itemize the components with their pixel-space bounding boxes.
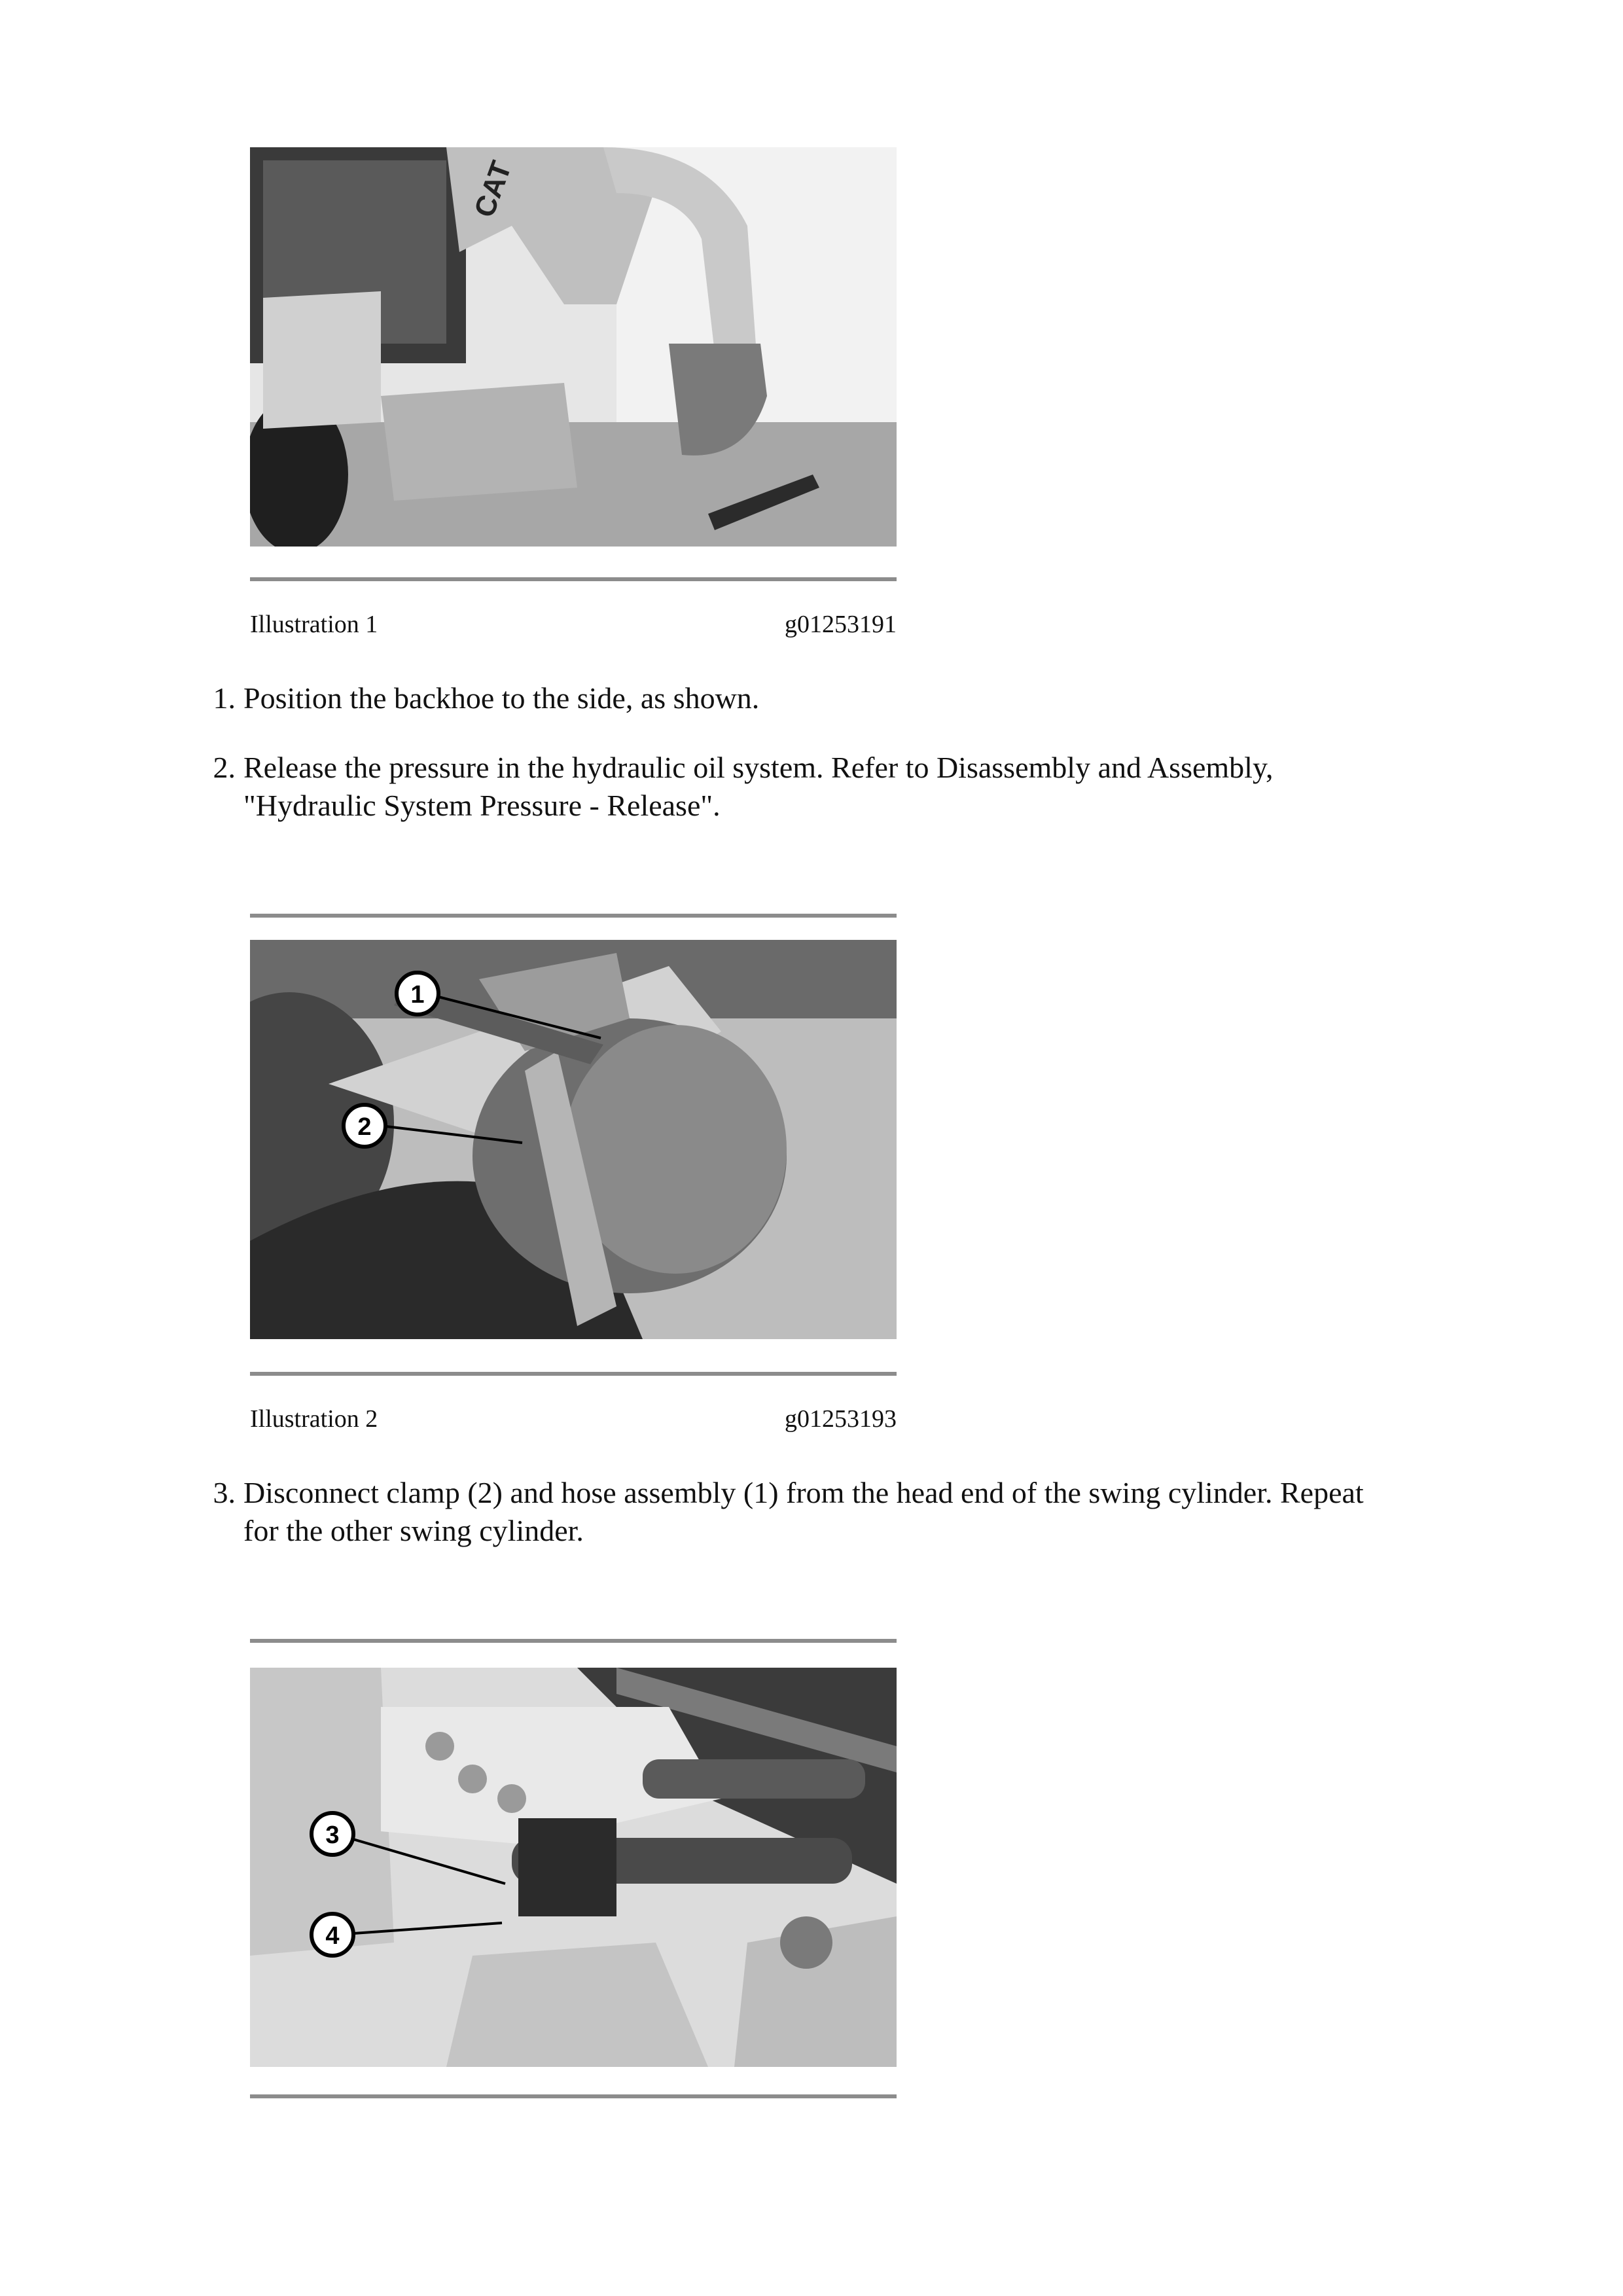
step-1 xyxy=(196,679,1479,719)
step-text: Position the backhoe to the side, as shown. xyxy=(243,681,760,715)
step-number: 3. xyxy=(213,1476,236,1509)
illustration-label: Illustration 1 xyxy=(250,611,378,638)
step-2 xyxy=(196,749,1479,827)
step-number: 2. xyxy=(213,751,236,784)
illustration-1-photo xyxy=(250,147,897,547)
callout-1: 1 xyxy=(410,981,425,1009)
step-number: 1. xyxy=(213,681,236,715)
rule xyxy=(250,2094,897,2098)
callout-4: 4 xyxy=(325,1922,340,1950)
illustration-code: g01253193 xyxy=(785,1405,897,1433)
rule xyxy=(250,1639,897,1643)
illustration-3-photo xyxy=(250,1668,897,2067)
step-text-line-2: for the other swing cylinder. xyxy=(243,1514,584,1547)
step-3 xyxy=(196,1474,1479,1552)
illustration-2-photo xyxy=(250,940,897,1339)
rule xyxy=(250,1372,897,1376)
step-text-line-2: "Hydraulic System Pressure - Release". xyxy=(243,789,721,822)
rule xyxy=(250,914,897,918)
illustration-2-caption xyxy=(250,1405,897,1433)
step-text-line-1: Disconnect clamp (2) and hose assembly (1) from the head end of the swing cylinder. Repeat xyxy=(243,1476,1364,1509)
rule xyxy=(250,577,897,581)
illustration-1-caption xyxy=(250,610,897,639)
illustration-code: g01253191 xyxy=(785,611,897,638)
cat-logo: CAT xyxy=(468,156,518,222)
callout-3: 3 xyxy=(325,1821,340,1849)
illustration-label: Illustration 2 xyxy=(250,1405,378,1433)
callout-2: 2 xyxy=(357,1113,372,1141)
step-text-line-1: Release the pressure in the hydraulic oil system. Refer to Disassembly and Assembly, xyxy=(243,751,1274,784)
